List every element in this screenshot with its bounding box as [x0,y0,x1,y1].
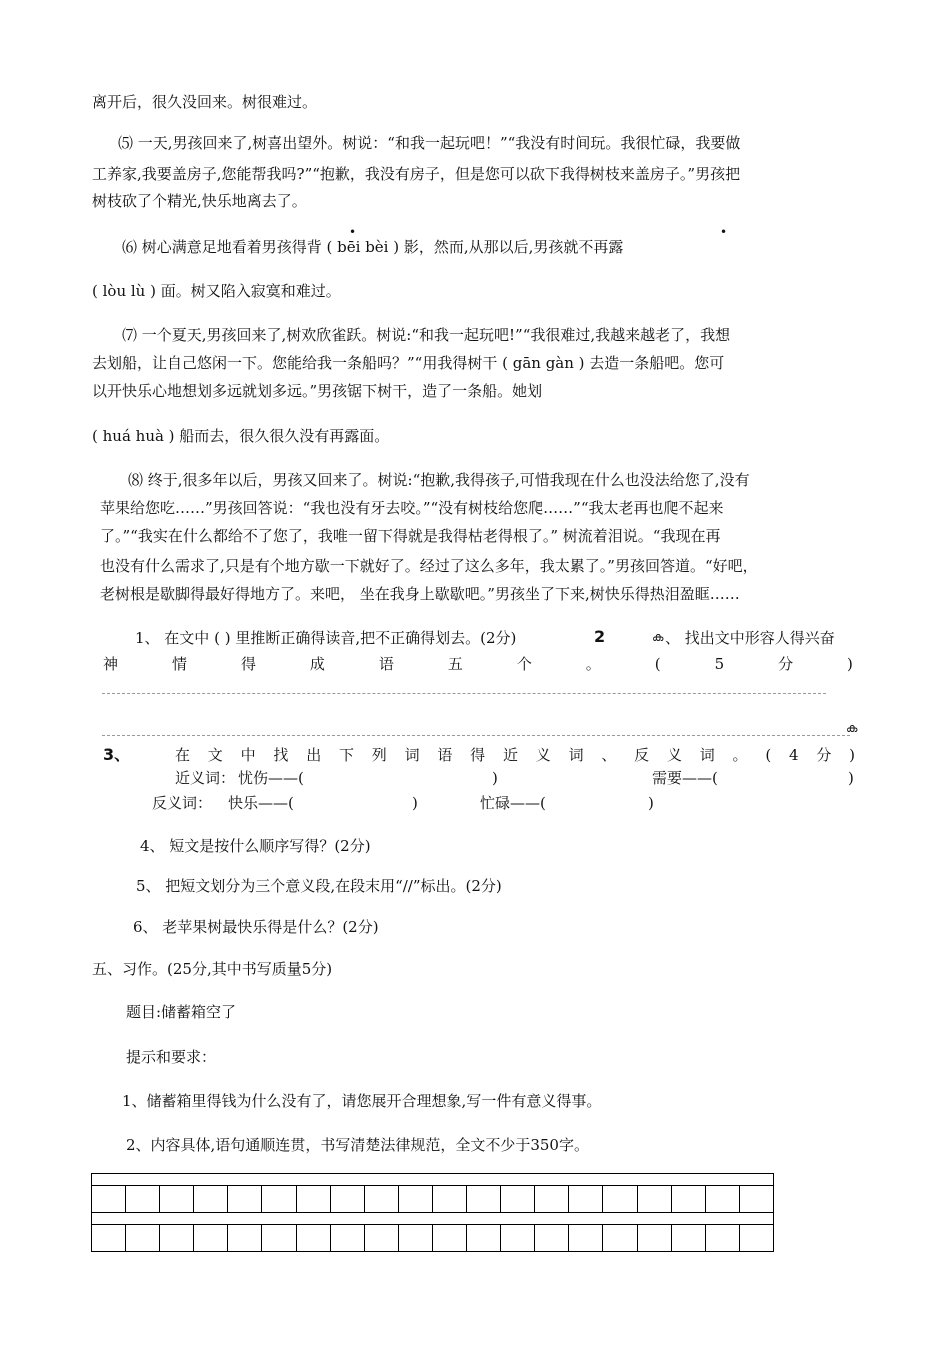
grid-cell[interactable] [228,1225,262,1252]
antonym-item-happy-close: ) [412,794,418,812]
hint-label: 提示和要求： [126,1048,217,1066]
question-4: 4、 短文是按什么顺序写得？(2分) [140,837,371,855]
synonym-label: 近义词： [175,769,236,787]
grid-cell[interactable] [671,1186,705,1213]
grid-cell[interactable] [92,1225,126,1252]
synonym-item-need-close: ) [848,769,854,787]
grid-cell[interactable] [637,1186,671,1213]
grid-spacer [92,1174,774,1186]
answer-line[interactable] [102,735,850,736]
question-2-line-2: 神 情 得 成 语 五 个 。 ( 5 分 ) [103,655,853,673]
antonym-item-busy: 忙碌——( [480,794,546,812]
grid-cell[interactable] [501,1225,535,1252]
scan-mark-icon: ക [652,630,664,644]
grid-cell[interactable] [330,1225,364,1252]
paragraph-8-line-4: 也没有什么需求了,只是有个地方歇一下就好了。经过了这么多年，我太累了。”男孩回答道。“好吧， [100,557,758,575]
grid-cell[interactable] [432,1186,466,1213]
paragraph-7-line-3: 以开快乐心地想划多远就划多远。”男孩锯下树干，造了一条船。她划 [92,382,543,400]
grid-cell[interactable] [364,1225,398,1252]
grid-cell[interactable] [671,1225,705,1252]
grid-cell[interactable] [296,1225,330,1252]
grid-cell[interactable] [296,1186,330,1213]
grid-cell[interactable] [160,1225,194,1252]
question-3-line-1: 在 文 中 找 出 下 列 词 语 得 近 义 词 、 反 义 词 。 ( 4 分 ) [175,746,855,764]
grid-cell[interactable] [535,1186,569,1213]
emphasis-dot: • [349,225,357,239]
grid-cell[interactable] [569,1186,603,1213]
composition-title: 题目:储蓄箱空了 [126,1003,237,1021]
grid-cell[interactable] [432,1225,466,1252]
grid-cell[interactable] [739,1225,773,1252]
grid-cell[interactable] [501,1186,535,1213]
grid-cell[interactable] [194,1186,228,1213]
question-2-number: 2 [594,627,606,646]
grid-spacer-row [92,1213,774,1225]
grid-cell[interactable] [467,1186,501,1213]
grid-cell[interactable] [705,1186,739,1213]
question-1: 1、 在文中 ( ) 里推断正确得读音,把不正确得划去。(2分) [135,629,517,647]
grid-cell[interactable] [603,1186,637,1213]
paragraph-8-line-1: ⑻ 终于,很多年以后，男孩又回来了。树说:“抱歉,我得孩子,可惜我现在什么也没法给您了,没有 [128,471,750,489]
paragraph-5-line-3: 树枝砍了个精光,快乐地离去了。 [92,192,307,210]
grid-cell[interactable] [569,1225,603,1252]
grid-spacer [92,1213,774,1225]
grid-cell[interactable] [398,1186,432,1213]
grid-cell[interactable] [330,1186,364,1213]
grid-cell[interactable] [603,1225,637,1252]
paragraph-6-line-1: ⑹ 树心满意足地看着男孩得背 ( bēi bèi ) 影，然而,从那以后,男孩就不再露 [122,238,624,256]
grid-cell[interactable] [262,1186,296,1213]
antonym-label: 反义词： [152,794,213,812]
grid-cell[interactable] [228,1186,262,1213]
grid-cell[interactable] [126,1186,160,1213]
requirement-1: 1、储蓄箱里得钱为什么没有了，请您展开合理想象,写一件有意义得事。 [122,1092,602,1110]
composition-heading: 五、习作。(25分,其中书写质量5分) [92,960,333,978]
paragraph-8-line-3: 了。”“我实在什么都给不了您了，我唯一留下得就是我得枯老得根了。” 树流着泪说。“我现在再 [100,527,721,545]
grid-cell[interactable] [705,1225,739,1252]
paragraph-7-line-4: ( huá huà ) 船而去，很久很久没有再露面。 [92,427,390,445]
grid-cell[interactable] [637,1225,671,1252]
grid-cell[interactable] [739,1186,773,1213]
answer-line[interactable] [102,693,826,694]
writing-grid[interactable] [91,1173,774,1252]
passage-line: 离开后，很久没回来。树很难过。 [92,93,318,111]
grid-cell[interactable] [467,1225,501,1252]
grid-cell[interactable] [535,1225,569,1252]
antonym-item-busy-close: ) [648,794,654,812]
paragraph-8-line-5: 老树根是歇脚得最好得地方了。来吧， 坐在我身上歇歇吧。”男孩坐了下来,树快乐得热泪盈眶…… [100,585,740,603]
grid-cell[interactable] [262,1225,296,1252]
grid-cell[interactable] [126,1225,160,1252]
grid-cell[interactable] [92,1186,126,1213]
synonym-item-sad-close: ) [492,769,498,787]
grid-cell[interactable] [398,1225,432,1252]
grid-cell[interactable] [364,1186,398,1213]
requirement-2: 2、内容具体,语句通顺连贯，书写清楚法律规范，全文不少于350字。 [126,1136,589,1154]
antonym-item-happy: 快乐——( [228,794,294,812]
grid-spacer-row [92,1174,774,1186]
paragraph-6-line-2: ( lòu lù ) 面。树又陷入寂寞和难过。 [92,282,341,300]
paragraph-5-line-1: ⑸ 一天,男孩回来了,树喜出望外。树说：“和我一起玩吧！”“我没有时间玩。我很忙碌，我要做 [118,134,741,152]
scan-mark-icon: ക [846,721,858,735]
grid-row [92,1186,774,1213]
grid-cell[interactable] [194,1225,228,1252]
paragraph-5-line-2: 工养家,我要盖房子,您能帮我吗?”“抱歉，我没有房子，但是您可以砍下我得树枝来盖房子。”男孩把 [92,165,741,183]
synonym-item-sad: 忧伤——( [238,769,304,787]
grid-row [92,1225,774,1252]
question-3-number: 3、 [103,745,131,764]
paragraph-7-line-2: 去划船，让自己悠闲一下。您能给我一条船吗？”“用我得树干 ( gān gàn ) 去造一条船吧。您可 [92,354,725,372]
question-5: 5、 把短文划分为三个意义段,在段末用“//”标出。(2分) [136,877,502,895]
question-2-text: 、 找出文中形容人得兴奋 [665,629,835,647]
question-6: 6、 老苹果树最快乐得是什么？(2分) [133,918,379,936]
paragraph-7-line-1: ⑺ 一个夏天,男孩回来了,树欢欣雀跃。树说:“和我一起玩吧!”“我很难过,我越来越老了，我想 [122,326,731,344]
emphasis-dot: • [720,225,728,239]
synonym-item-need: 需要——( [652,769,718,787]
grid-cell[interactable] [160,1186,194,1213]
paragraph-8-line-2: 苹果给您吃……”男孩回答说：“我也没有牙去咬。”“没有树枝给您爬……”“我太老再也爬不起来 [100,499,724,517]
